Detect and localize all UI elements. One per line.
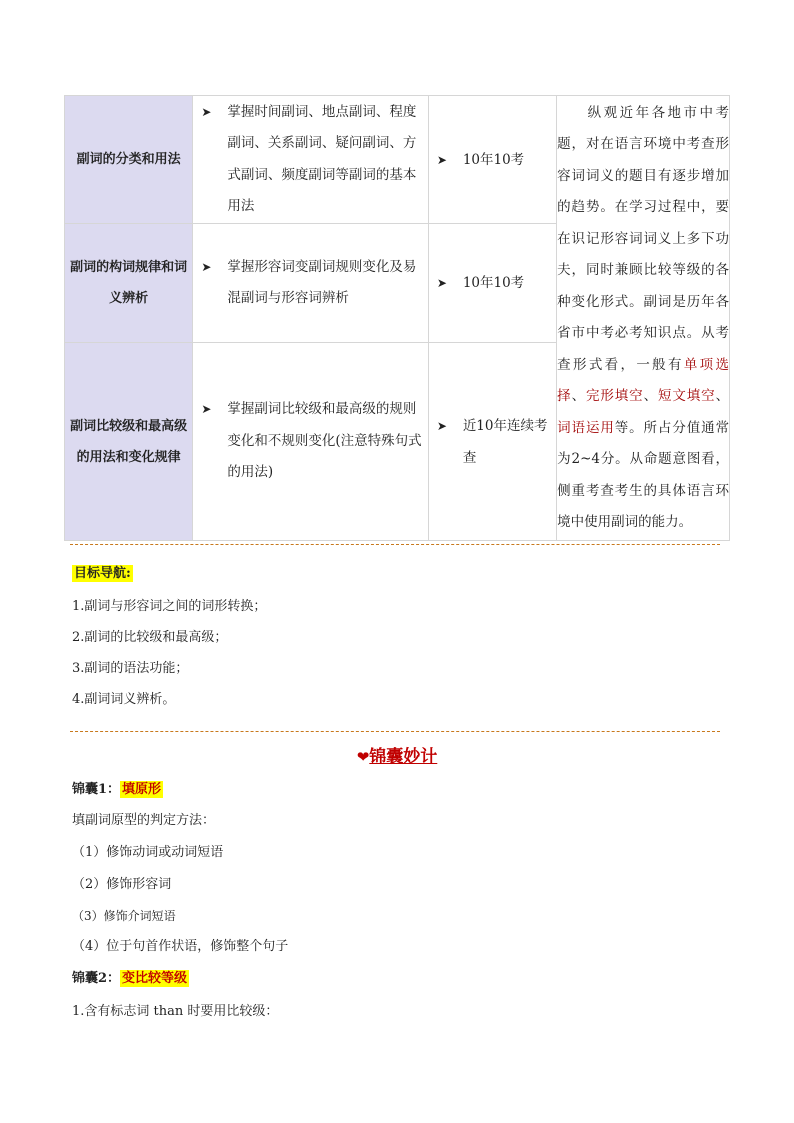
goal-item: 1.副词与形容词之间的词形转换；	[72, 599, 267, 614]
tip-prefix: 锦囊2：	[72, 971, 121, 986]
table-row	[65, 96, 730, 224]
topic-cell: 副词比较级和最高级的用法和变化规律	[65, 343, 193, 541]
analysis-highlight: 短文填空	[657, 388, 716, 404]
tip-label: 填原形	[122, 782, 162, 797]
tip-label: 变比较等级	[122, 971, 188, 986]
tip-prefix: 锦囊1：	[72, 782, 121, 797]
requirement-cell	[193, 224, 428, 343]
goal-item: 3.副词的语法功能；	[72, 661, 189, 676]
goal-item: 2.副词的比较级和最高级；	[72, 630, 228, 645]
tip-heading	[72, 969, 189, 989]
requirement-text: 掌握形容词变副词规则变化及易混副词与形容词辨析	[227, 258, 417, 306]
tip-line: 1.含有标志词 than 时要用比较级：	[72, 1004, 279, 1019]
tip-item: （3）修饰介词短语	[72, 909, 176, 923]
requirement-cell	[193, 96, 428, 224]
frequency-text: 10年10考	[462, 151, 525, 168]
arrow-bullet-icon: ➤	[201, 402, 212, 417]
goals-label: 目标导航:	[74, 566, 131, 581]
dashed-divider	[70, 731, 720, 732]
frequency-cell	[428, 224, 556, 343]
heart-icon: ❤	[356, 748, 370, 766]
arrow-bullet-icon: ➤	[201, 104, 212, 119]
requirement-text: 掌握副词比较级和最高级的规则变化和不规则变化(注意特殊句式的用法)	[227, 401, 422, 481]
analysis-separator: 、	[643, 388, 658, 404]
analysis-separator: 、	[571, 388, 586, 404]
frequency-text: 10年10考	[462, 275, 525, 291]
topic-cell: 副词的构词规律和词义辨析	[65, 224, 193, 343]
analysis-highlight: 完形填空	[585, 388, 644, 404]
section-title: 锦囊妙计	[369, 747, 438, 767]
frequency-cell	[428, 343, 556, 541]
goal-item: 4.副词词义辨析。	[72, 692, 176, 707]
frequency-text: 近10年连续考查	[462, 417, 548, 466]
tip-heading	[72, 780, 163, 800]
arrow-bullet-icon: ➤	[436, 276, 447, 290]
analysis-highlight: 词语运用	[557, 419, 615, 436]
frequency-cell	[428, 96, 556, 224]
tip-item: （1）修饰动词或动词短语	[72, 845, 224, 860]
analysis-text-1: 纵观近年各地市中考题，对在语言环境中考查形容词词义的题目有逐步增加的趋势。在学习过程中，要在识记形容词词义上多下功夫，同时兼顾比较等级的各种变化形式。副词是历年各省市中考必考知识点。从考查形式看，一般有	[557, 104, 729, 373]
arrow-bullet-icon: ➤	[201, 259, 212, 274]
arrow-bullet-icon: ➤	[436, 418, 447, 433]
tip-item: （4）位于句首作状语，修饰整个句子	[72, 939, 289, 954]
requirement-cell	[193, 343, 428, 541]
topic-cell: 副词的分类和用法	[65, 96, 193, 224]
section-heading	[0, 742, 794, 767]
analysis-highlight: 单项选择	[557, 356, 730, 404]
analysis-separator: 、	[715, 388, 730, 404]
analysis-text-2: 等。所占分值通常为2~4分。从命题意图看，侧重考查考生的具体语言环境中使用副词的能力。	[557, 419, 730, 530]
requirement-text: 掌握时间副词、地点副词、程度副词、关系副词、疑问副词、方式副词、频度副词等副词的基本用法	[227, 103, 417, 214]
arrow-bullet-icon: ➤	[436, 152, 447, 167]
syllabus-table	[64, 95, 730, 541]
goals-heading	[72, 564, 133, 584]
analysis-cell	[557, 96, 730, 541]
tip-intro: 填副词原型的判定方法：	[72, 813, 216, 828]
dashed-divider	[70, 544, 720, 545]
tip-item: （2）修饰形容词	[72, 877, 172, 892]
